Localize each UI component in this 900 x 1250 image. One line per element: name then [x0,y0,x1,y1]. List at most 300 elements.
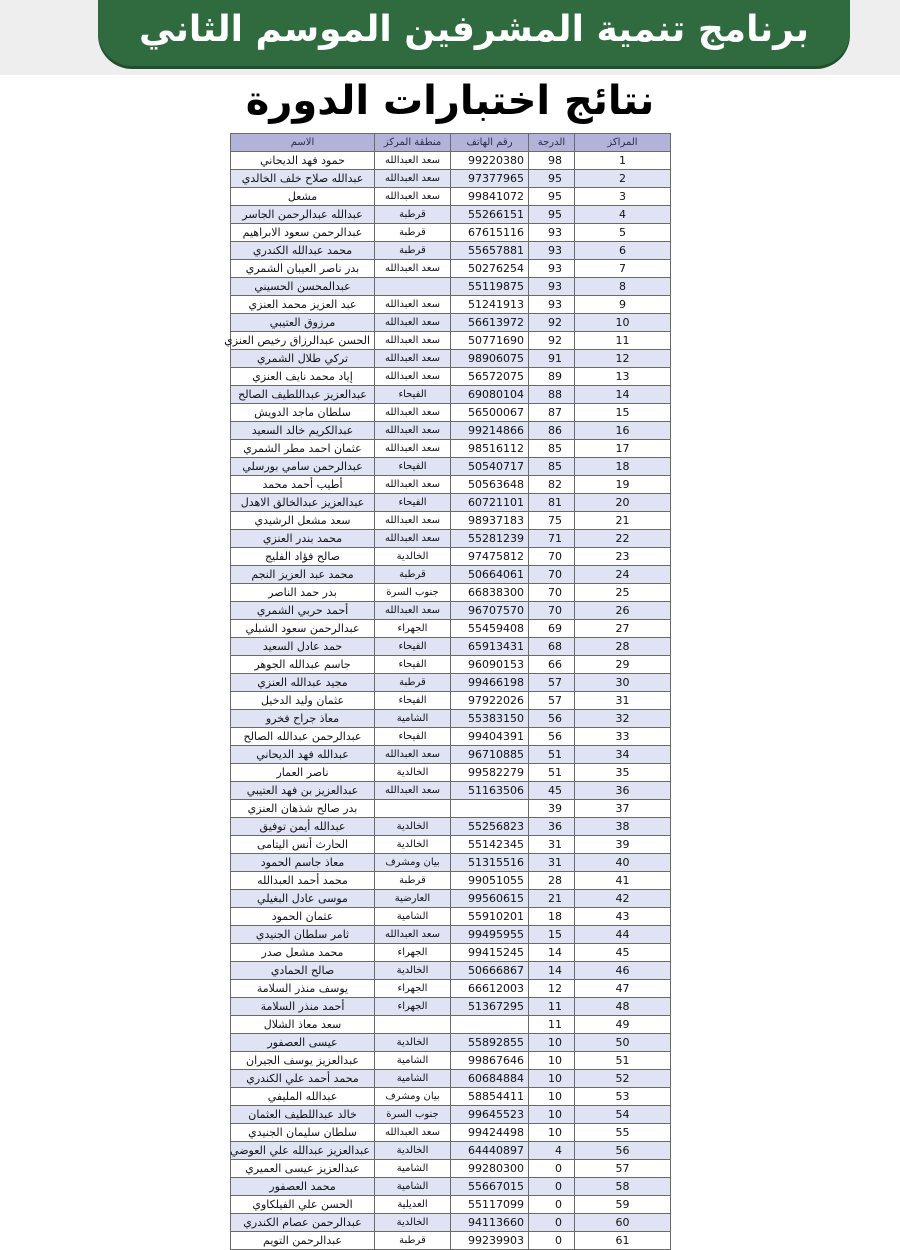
rank-cell: 47 [575,980,671,998]
name-cell: أحمد منذر السلامة [231,998,375,1016]
area-cell [375,278,451,296]
name-cell: مرزوق العتيبي [231,314,375,332]
area-cell: الفيحاء [375,638,451,656]
name-cell: إياد محمد نايف العنزي [231,368,375,386]
name-cell: حمد عادل السعيد [231,638,375,656]
name-cell: عبدالله أيمن توفيق [231,818,375,836]
phone-cell [451,1016,529,1034]
rank-cell: 8 [575,278,671,296]
area-cell [375,800,451,818]
phone-cell: 66838300 [451,584,529,602]
name-cell: محمد عبدالله الكندري [231,242,375,260]
area-cell: سعد العبدالله [375,512,451,530]
table-row [231,944,671,962]
name-cell: بدر ناصر العيبان الشمري [231,260,375,278]
score-cell: 82 [529,476,575,494]
score-cell: 70 [529,548,575,566]
rank-cell: 7 [575,260,671,278]
area-cell: الجهراء [375,620,451,638]
score-cell: 56 [529,710,575,728]
phone-cell: 99214866 [451,422,529,440]
table-row [231,1142,671,1160]
table-row [231,782,671,800]
score-cell: 57 [529,692,575,710]
table-row [231,1160,671,1178]
name-cell: معاذ جاسم الحمود [231,854,375,872]
name-cell: الحسن علي الفيلكاوي [231,1196,375,1214]
area-cell: الفيحاء [375,692,451,710]
table-row [231,242,671,260]
name-cell: حمود فهد الديحاني [231,152,375,170]
rank-cell: 35 [575,764,671,782]
rank-cell: 5 [575,224,671,242]
score-cell: 36 [529,818,575,836]
name-cell: محمد العصفور [231,1178,375,1196]
rank-cell: 51 [575,1052,671,1070]
area-cell: سعد العبدالله [375,926,451,944]
name-cell: عبدالله عبدالرحمن الجاسر [231,206,375,224]
area-cell: الخالدية [375,1142,451,1160]
table-header-row [231,134,671,152]
program-banner: برنامج تنمية المشرفين الموسم الثاني [98,0,850,66]
name-cell: تركي طلال الشمري [231,350,375,368]
phone-cell: 99239903 [451,1232,529,1250]
area-cell: قرطبة [375,1232,451,1250]
area-cell: سعد العبدالله [375,296,451,314]
table-row [231,998,671,1016]
name-cell: مشعل [231,188,375,206]
name-cell: عبدالله فهد الديحاني [231,746,375,764]
table-row [231,152,671,170]
name-cell: عبدالعزيز بن فهد العتيبي [231,782,375,800]
score-cell: 87 [529,404,575,422]
name-cell: محمد أحمد علي الكندري [231,1070,375,1088]
score-cell: 15 [529,926,575,944]
phone-cell: 50666867 [451,962,529,980]
phone-cell: 51241913 [451,296,529,314]
page-title: نتائج اختبارات الدورة [245,78,655,124]
column-header-phone: رقم الهاتف [451,134,529,152]
phone-cell: 99841072 [451,188,529,206]
area-cell: الخالدية [375,962,451,980]
score-cell: 12 [529,980,575,998]
name-cell: سلطان سليمان الجنيدي [231,1124,375,1142]
score-cell: 93 [529,224,575,242]
name-cell: موسى عادل البغيلي [231,890,375,908]
rank-cell: 53 [575,1088,671,1106]
score-cell: 92 [529,314,575,332]
results-table-container [224,133,670,1247]
score-cell: 86 [529,422,575,440]
area-cell: الشامية [375,710,451,728]
area-cell: قرطبة [375,224,451,242]
table-row [231,1232,671,1250]
phone-cell: 56572075 [451,368,529,386]
name-cell: خالد عبداللطيف العثمان [231,1106,375,1124]
score-cell: 88 [529,386,575,404]
phone-cell: 97475812 [451,548,529,566]
rank-cell: 44 [575,926,671,944]
table-row [231,332,671,350]
phone-cell: 99051055 [451,872,529,890]
phone-cell [451,800,529,818]
rank-cell: 4 [575,206,671,224]
area-cell: الفيحاء [375,458,451,476]
area-cell: الفيحاء [375,728,451,746]
score-cell: 10 [529,1088,575,1106]
score-cell: 39 [529,800,575,818]
rank-cell: 24 [575,566,671,584]
score-cell: 69 [529,620,575,638]
score-cell: 95 [529,188,575,206]
name-cell: عبدالرحمن عبدالله الصالح [231,728,375,746]
phone-cell: 55383150 [451,710,529,728]
rank-cell: 21 [575,512,671,530]
table-row [231,980,671,998]
table-row [231,728,671,746]
table-row [231,962,671,980]
phone-cell: 99560615 [451,890,529,908]
name-cell: عبدالله صلاح خلف الخالدي [231,170,375,188]
rank-cell: 33 [575,728,671,746]
area-cell: الشامية [375,1178,451,1196]
score-cell: 31 [529,854,575,872]
area-cell: سعد العبدالله [375,350,451,368]
phone-cell: 55256823 [451,818,529,836]
column-header-rank: المراكز [575,134,671,152]
table-row [231,1214,671,1232]
phone-cell: 51367295 [451,998,529,1016]
score-cell: 70 [529,566,575,584]
table-row [231,422,671,440]
area-cell: الجهراء [375,998,451,1016]
phone-cell: 97922026 [451,692,529,710]
name-cell: عيسى العصفور [231,1034,375,1052]
phone-cell: 50563648 [451,476,529,494]
table-row [231,224,671,242]
phone-cell: 50540717 [451,458,529,476]
phone-cell: 99582279 [451,764,529,782]
rank-cell: 15 [575,404,671,422]
area-cell: سعد العبدالله [375,422,451,440]
score-cell: 11 [529,1016,575,1034]
name-cell: عبدالرحمن سعود الشبلي [231,620,375,638]
rank-cell: 43 [575,908,671,926]
table-row [231,404,671,422]
rank-cell: 39 [575,836,671,854]
score-cell: 0 [529,1178,575,1196]
score-cell: 92 [529,332,575,350]
table-row [231,1034,671,1052]
phone-cell: 94113660 [451,1214,529,1232]
table-row [231,548,671,566]
rank-cell: 56 [575,1142,671,1160]
rank-cell: 25 [575,584,671,602]
phone-cell: 56500067 [451,404,529,422]
phone-cell: 55657881 [451,242,529,260]
phone-cell: 99415245 [451,944,529,962]
area-cell: الشامية [375,908,451,926]
area-cell: بيان ومشرف [375,1088,451,1106]
score-cell: 51 [529,746,575,764]
score-cell: 10 [529,1106,575,1124]
area-cell: سعد العبدالله [375,476,451,494]
score-cell: 70 [529,584,575,602]
score-cell: 89 [529,368,575,386]
area-cell: سعد العبدالله [375,314,451,332]
area-cell: سعد العبدالله [375,368,451,386]
table-row [231,494,671,512]
column-header-name: الاسم [231,134,375,152]
rank-cell: 11 [575,332,671,350]
table-row [231,620,671,638]
rank-cell: 41 [575,872,671,890]
table-row [231,188,671,206]
name-cell: عثمان الحمود [231,908,375,926]
table-row [231,602,671,620]
rank-cell: 50 [575,1034,671,1052]
table-row [231,674,671,692]
phone-cell: 96090153 [451,656,529,674]
phone-cell: 64440897 [451,1142,529,1160]
rank-cell: 61 [575,1232,671,1250]
phone-cell: 99466198 [451,674,529,692]
results-table [224,133,671,1250]
name-cell: معاذ جراح فخرو [231,710,375,728]
rank-cell: 2 [575,170,671,188]
name-cell: عثمان وليد الدخيل [231,692,375,710]
table-row [231,314,671,332]
area-cell: الفيحاء [375,494,451,512]
rank-cell: 60 [575,1214,671,1232]
score-cell: 31 [529,836,575,854]
score-cell: 4 [529,1142,575,1160]
table-row [231,458,671,476]
phone-cell: 55117099 [451,1196,529,1214]
phone-cell: 65913431 [451,638,529,656]
rank-cell: 31 [575,692,671,710]
score-cell: 91 [529,350,575,368]
table-row [231,890,671,908]
score-cell: 70 [529,602,575,620]
phone-cell: 99280300 [451,1160,529,1178]
table-row [231,476,671,494]
name-cell: سلطان ماجد الدويش [231,404,375,422]
score-cell: 0 [529,1232,575,1250]
rank-cell: 40 [575,854,671,872]
table-row [231,854,671,872]
phone-cell: 50664061 [451,566,529,584]
area-cell: الجهراء [375,944,451,962]
rank-cell: 36 [575,782,671,800]
phone-cell: 66612003 [451,980,529,998]
rank-cell: 42 [575,890,671,908]
phone-cell: 67615116 [451,224,529,242]
area-cell: قرطبة [375,206,451,224]
rank-cell: 45 [575,944,671,962]
area-cell: قرطبة [375,872,451,890]
name-cell: عبدالرحمن سعود الابراهيم [231,224,375,242]
table-body [224,152,671,1250]
phone-cell: 99495955 [451,926,529,944]
area-cell: قرطبة [375,674,451,692]
area-cell: بيان ومشرف [375,854,451,872]
name-cell: عبدالمحسن الحسيني [231,278,375,296]
area-cell: الخالدية [375,1034,451,1052]
table-row [231,512,671,530]
rank-cell: 16 [575,422,671,440]
table-row [231,1196,671,1214]
name-cell: جاسم عبدالله الجوهر [231,656,375,674]
name-cell: محمد بندر العنزي [231,530,375,548]
rank-cell: 58 [575,1178,671,1196]
table-row [231,1124,671,1142]
table-row [231,368,671,386]
table-row [231,206,671,224]
phone-cell: 51315516 [451,854,529,872]
score-cell: 93 [529,260,575,278]
score-cell: 93 [529,296,575,314]
phone-cell: 99645523 [451,1106,529,1124]
score-cell: 85 [529,440,575,458]
name-cell: عبدالعزيز يوسف الجيران [231,1052,375,1070]
column-header-area: منطقة المركز [375,134,451,152]
name-cell: عبد العزيز محمد العنزي [231,296,375,314]
score-cell: 98 [529,152,575,170]
rank-cell: 27 [575,620,671,638]
rank-cell: 29 [575,656,671,674]
phone-cell: 55142345 [451,836,529,854]
phone-cell: 55667015 [451,1178,529,1196]
table-row [231,440,671,458]
area-cell: سعد العبدالله [375,404,451,422]
table-row [231,566,671,584]
name-cell: أحمد حربي الشمري [231,602,375,620]
phone-cell: 69080104 [451,386,529,404]
score-cell: 75 [529,512,575,530]
area-cell: الجهراء [375,980,451,998]
rank-cell: 57 [575,1160,671,1178]
rank-cell: 34 [575,746,671,764]
rank-cell: 49 [575,1016,671,1034]
name-cell: بدر حمد الناصر [231,584,375,602]
phone-cell: 60684884 [451,1070,529,1088]
table-row [231,638,671,656]
table-row [231,1178,671,1196]
area-cell: الخالدية [375,818,451,836]
rank-cell: 12 [575,350,671,368]
table-row [231,350,671,368]
area-cell: قرطبة [375,566,451,584]
area-cell: العارضية [375,890,451,908]
rank-cell: 46 [575,962,671,980]
name-cell: ثامر سلطان الجنيدي [231,926,375,944]
area-cell: سعد العبدالله [375,530,451,548]
phone-cell: 56613972 [451,314,529,332]
area-cell: سعد العبدالله [375,170,451,188]
phone-cell: 50276254 [451,260,529,278]
area-cell: الفيحاء [375,386,451,404]
phone-cell: 96710885 [451,746,529,764]
name-cell: عبدالعزيز عيسى العميري [231,1160,375,1178]
rank-cell: 26 [575,602,671,620]
name-cell: عبدالعزيز عبدالخالق الاهدل [231,494,375,512]
name-cell: يوسف منذر السلامة [231,980,375,998]
area-cell: الخالدية [375,764,451,782]
name-cell: عثمان احمد مطر الشمري [231,440,375,458]
area-cell: قرطبة [375,242,451,260]
name-cell: محمد مشعل صدر [231,944,375,962]
rank-cell: 37 [575,800,671,818]
area-cell: الخالدية [375,548,451,566]
name-cell: مجيد عبدالله العنزي [231,674,375,692]
phone-cell: 55119875 [451,278,529,296]
table-row [231,764,671,782]
rank-cell: 14 [575,386,671,404]
score-cell: 68 [529,638,575,656]
table-row [231,836,671,854]
area-cell: سعد العبدالله [375,188,451,206]
phone-cell: 99404391 [451,728,529,746]
score-cell: 11 [529,998,575,1016]
rank-cell: 54 [575,1106,671,1124]
table-row [231,1106,671,1124]
rank-cell: 52 [575,1070,671,1088]
rank-cell: 1 [575,152,671,170]
area-cell: سعد العبدالله [375,440,451,458]
score-cell: 0 [529,1214,575,1232]
area-cell: سعد العبدالله [375,152,451,170]
rank-cell: 19 [575,476,671,494]
phone-cell: 55266151 [451,206,529,224]
area-cell: سعد العبدالله [375,746,451,764]
area-cell: العديلية [375,1196,451,1214]
name-cell: محمد عبد العزيز النجم [231,566,375,584]
area-cell: جنوب السرة [375,1106,451,1124]
score-cell: 93 [529,278,575,296]
name-cell: عبدالكريم خالد السعيد [231,422,375,440]
rank-cell: 55 [575,1124,671,1142]
rank-cell: 3 [575,188,671,206]
table-row [231,872,671,890]
score-cell: 0 [529,1196,575,1214]
name-cell: عبدالرحمن التويم [231,1232,375,1250]
phone-cell: 98516112 [451,440,529,458]
rank-cell: 22 [575,530,671,548]
score-cell: 21 [529,890,575,908]
name-cell: الحارث أنس اليتامى [231,836,375,854]
rank-cell: 9 [575,296,671,314]
rank-cell: 28 [575,638,671,656]
phone-cell: 98906075 [451,350,529,368]
score-cell: 93 [529,242,575,260]
phone-cell: 99424498 [451,1124,529,1142]
score-cell: 14 [529,962,575,980]
name-cell: عبدالعزيز عبداللطيف الصالح [231,386,375,404]
area-cell: الخالدية [375,1214,451,1232]
area-cell: سعد العبدالله [375,782,451,800]
table-row [231,710,671,728]
score-cell: 28 [529,872,575,890]
name-cell: عبدالرحمن عصام الكندري [231,1214,375,1232]
score-cell: 95 [529,170,575,188]
name-cell: سعد مشعل الرشيدي [231,512,375,530]
score-cell: 10 [529,1052,575,1070]
phone-cell: 55459408 [451,620,529,638]
score-cell: 95 [529,206,575,224]
column-header-score: الدرجة [529,134,575,152]
area-cell: الفيحاء [375,656,451,674]
